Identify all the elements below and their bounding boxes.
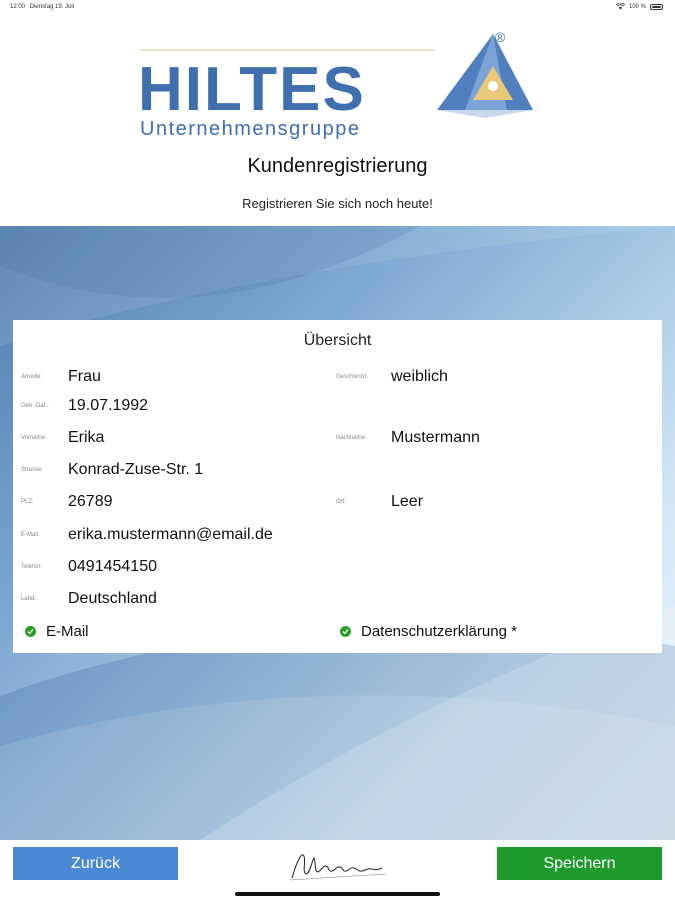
wifi-icon: [616, 3, 625, 10]
status-right: [616, 3, 663, 10]
label-strasse: Strasse:: [21, 467, 44, 473]
logo-name: HILTES: [138, 55, 366, 124]
value-nachname: Mustermann: [391, 429, 480, 446]
logo-tagline: Unternehmensgruppe: [140, 118, 361, 140]
footer-bar: [0, 840, 675, 900]
registered-mark: ®: [495, 29, 506, 45]
label-nachname: Nachname:: [336, 435, 367, 441]
status-date-text: Dienstag 19. Juli: [29, 4, 75, 10]
label-telefon: Telefon:: [21, 564, 43, 570]
check-circle-icon: [25, 626, 36, 637]
value-vorname: Erika: [68, 429, 105, 446]
check-circle-icon: [340, 626, 351, 637]
label-email: E-Mail:: [21, 532, 40, 538]
overview-title: Übersicht: [303, 332, 372, 349]
value-strasse: Konrad-Zuse-Str. 1: [68, 461, 204, 478]
label-plz: PLZ:: [21, 499, 34, 505]
value-geschlecht: weiblich: [391, 368, 448, 385]
value-email: erika.mustermann@email.de: [68, 526, 273, 543]
value-telefon: 0491454150: [68, 558, 157, 575]
value-ort: Leer: [391, 493, 424, 510]
label-anrede: Anrede:: [21, 374, 43, 380]
status-time: [10, 4, 74, 10]
value-land: Deutschland: [68, 590, 157, 607]
status-time-text: 12:00: [10, 4, 26, 10]
label-geschlecht: Geschlecht:: [336, 374, 368, 380]
check-datenschutz: [340, 623, 517, 640]
label-geb-dat: Geb.-Dat.:: [21, 403, 49, 409]
value-anrede: Frau: [68, 368, 101, 385]
value-geb-dat: 19.07.1992: [68, 397, 149, 414]
check-email-label: E-Mail: [46, 623, 89, 640]
page-subtitle: Registrieren Sie sich noch heute!: [242, 196, 433, 211]
label-vorname: Vorname:: [21, 435, 47, 441]
hiltes-logo: [135, 28, 545, 140]
back-button[interactable]: Zurück: [13, 847, 178, 880]
check-email: [25, 623, 89, 640]
signature-image: [288, 848, 388, 884]
overview-card: [13, 320, 662, 653]
save-button[interactable]: Speichern: [497, 847, 662, 880]
check-datenschutz-label: Datenschutzerklärung *: [361, 623, 517, 640]
label-ort: Ort:: [336, 499, 346, 505]
page-title: Kundenregistrierung: [247, 155, 428, 177]
status-bar: [0, 0, 675, 16]
label-land: Land:: [21, 596, 37, 602]
battery-icon: [650, 4, 663, 10]
value-plz: 26789: [68, 493, 113, 510]
battery-percent: 100 %: [628, 3, 646, 10]
home-indicator[interactable]: [235, 892, 440, 896]
